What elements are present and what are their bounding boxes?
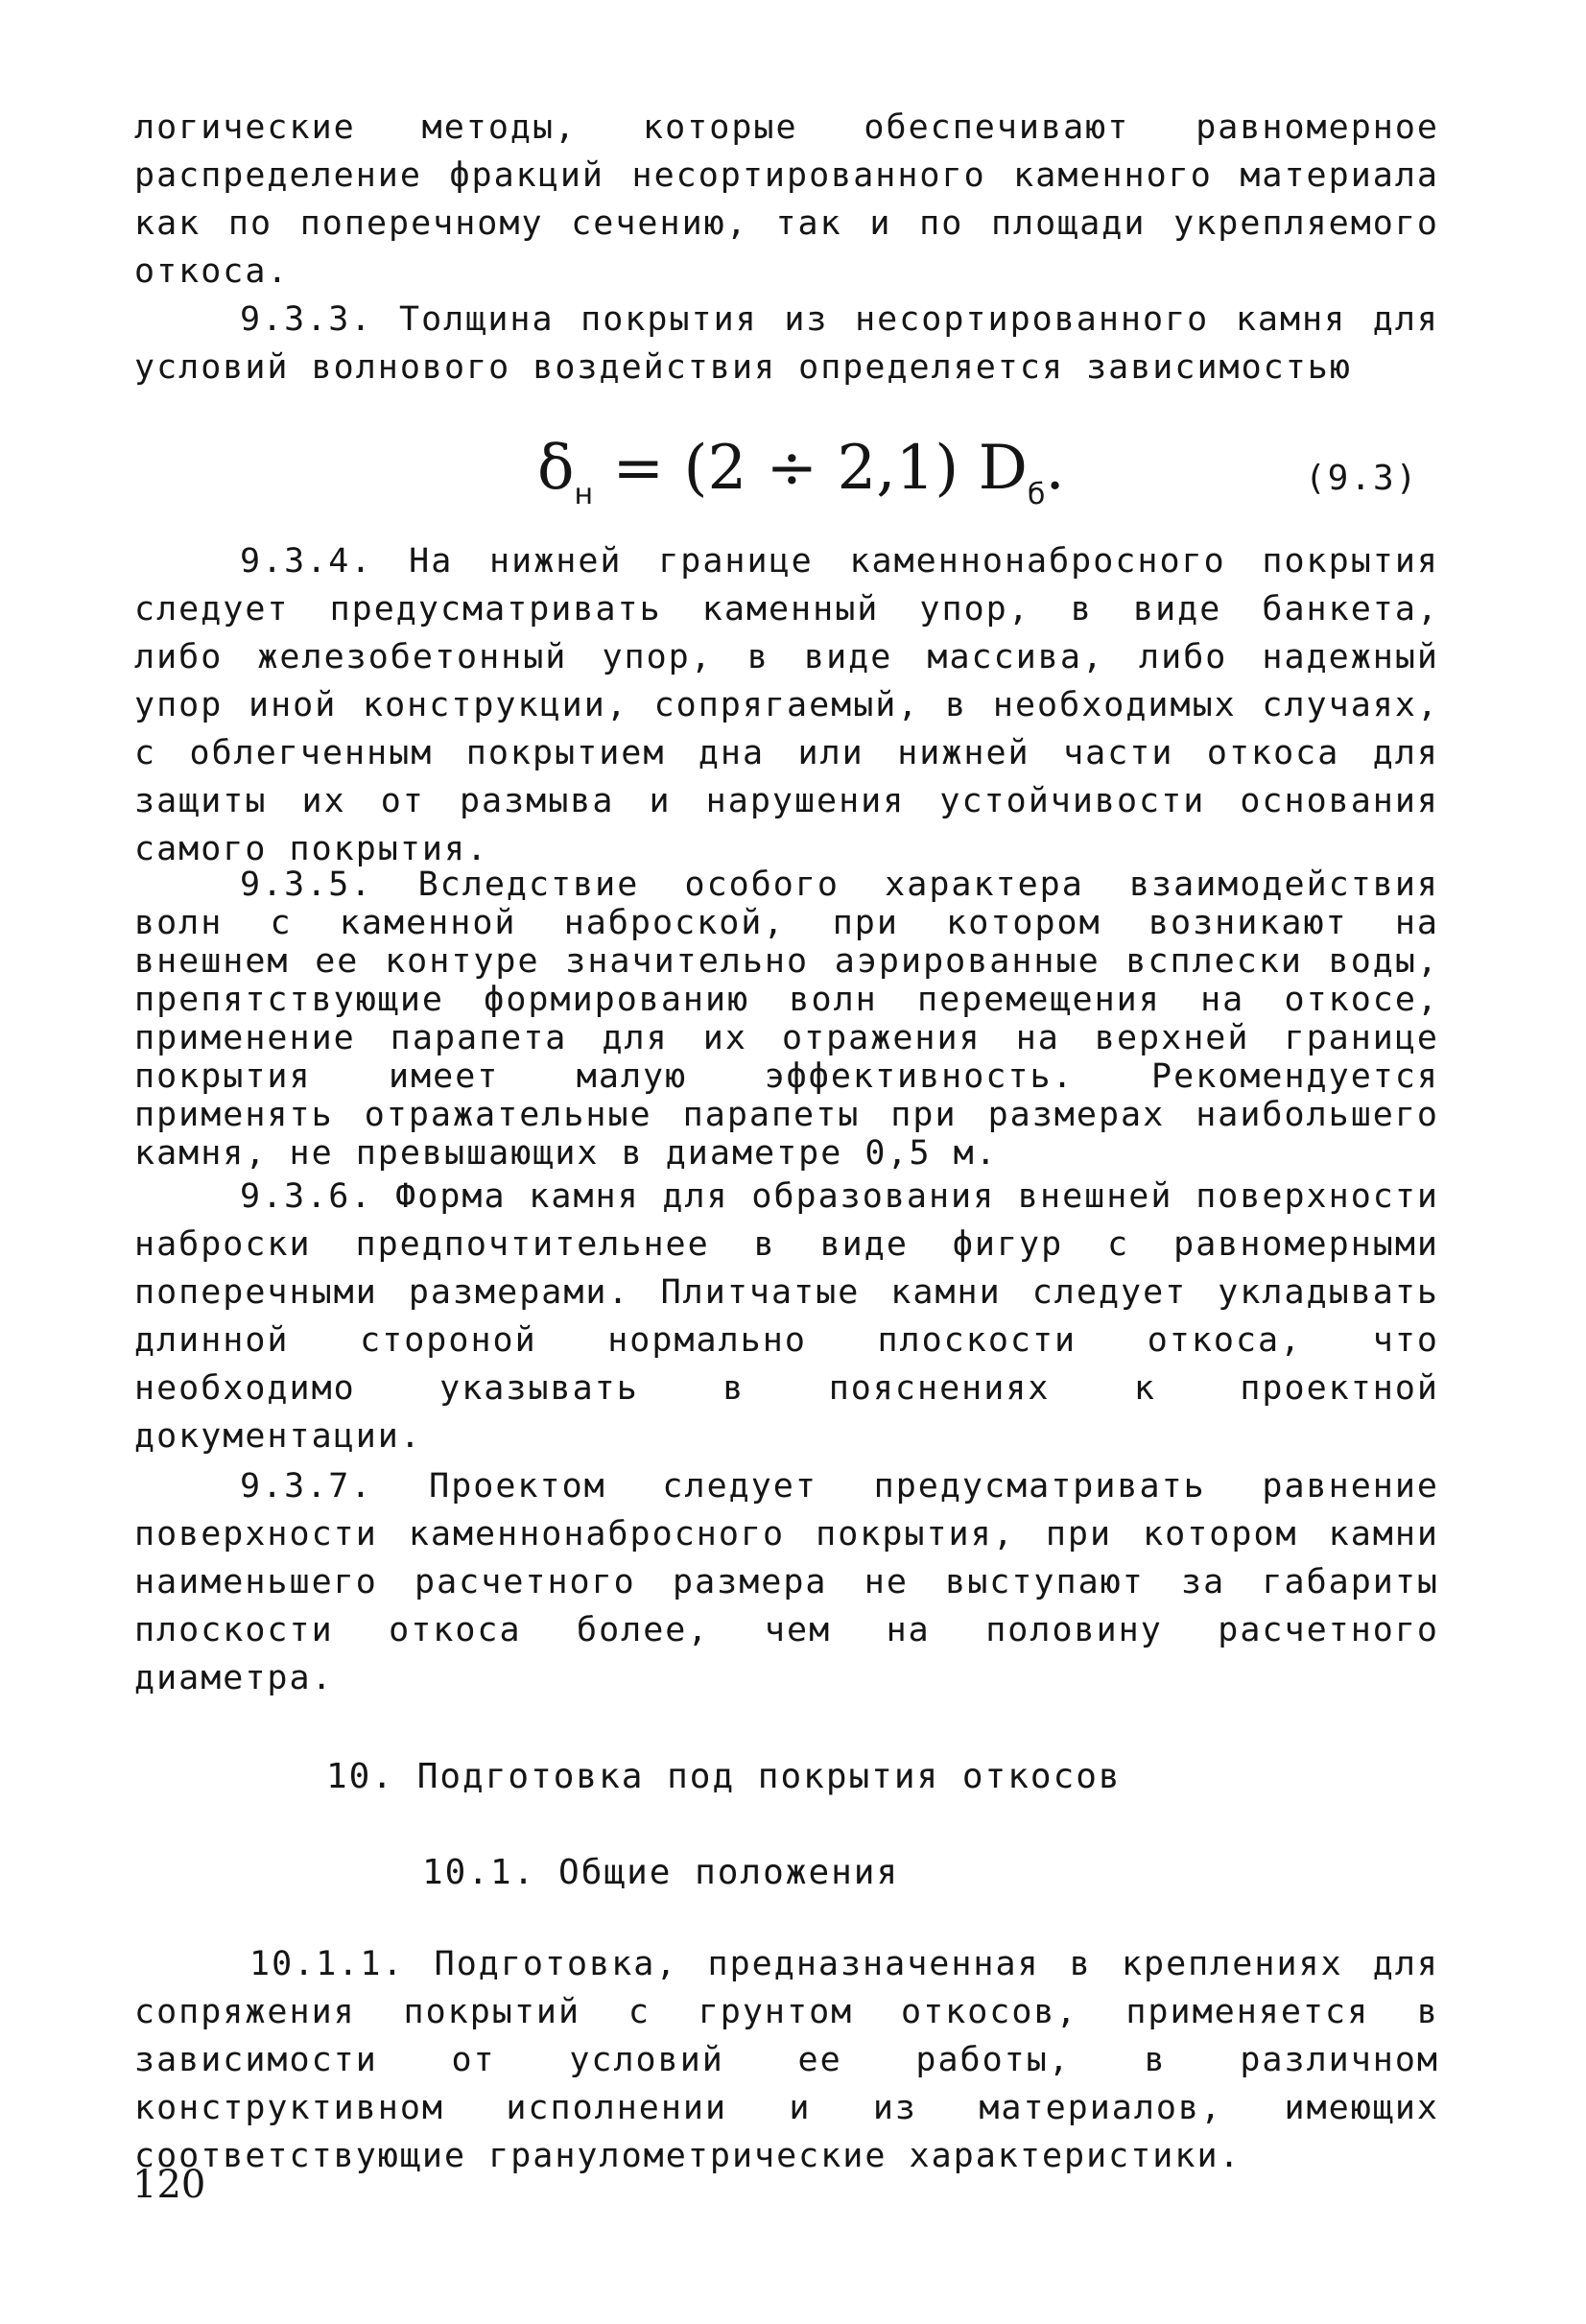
paragraph-9-3-5: 9.3.5. Вследствие особого характера взаимодействия волн с каменной наброской, при котором возникают на внешнем ее контуре значительно аэрированные всплески воды, препятствующие формированию волн перемещения на откосе, применение парапета для их отражения на верхней границе покрытия имеет малую эффективность. Рекомендуется применять отражательные парапеты при размерах наибольшего камня, не превышающих в диаметре 0,5 м. bbox=[134, 866, 1439, 1173]
paragraph-9-3-3: 9.3.3. Толщина покрытия из несортированного камня для условий волнового воздействия определяется зависимостью bbox=[134, 300, 1439, 387]
page-number: 120 bbox=[132, 2163, 206, 2207]
paragraph-intro: логические методы, которые обеспечивают равномерное распределение фракций несортированного каменного материала как по поперечному сечению, так и по площади укрепляемого откоса. bbox=[134, 108, 1439, 291]
paragraph-9-3-6: 9.3.6. Форма камня для образования внешней поверхности наброски предпочтительнее в виде фигур с равномерными поперечными размерами. Плитчатые камни следует укладывать длинной стороной нормально плоскости откоса, что необходимо указывать в пояснениях к проектной документации. bbox=[134, 1177, 1439, 1456]
formula-lhs-subscript: н bbox=[574, 478, 594, 511]
formula-9-3 bbox=[537, 430, 1065, 534]
formula-end: . bbox=[1045, 433, 1065, 504]
formula-rhs: = (2 ÷ 2,1) D bbox=[612, 433, 1028, 504]
formula-lhs: δ bbox=[537, 433, 575, 504]
subsection-heading: 10.1. Общие положения bbox=[422, 1853, 900, 1892]
formula-rhs-subscript: б bbox=[1027, 478, 1046, 511]
paragraph-10-1-1: 10.1.1. Подготовка, предназначенная в креплениях для сопряжения покрытий с грунтом откосов, применяется в зависимости от условий ее работы, в различном конструктивном исполнении и из материалов, имеющих соответствующие гранулометрические характеристики. bbox=[134, 1945, 1439, 2175]
paragraph-9-3-7: 9.3.7. Проектом следует предусматривать равнение поверхности каменнонабросного покрытия, при котором камни наименьшего расчетного размера не выступают за габариты плоскости откоса более, чем на половину расчетного диаметра. bbox=[134, 1467, 1439, 1697]
section-heading: 10. Подготовка под покрытия откосов bbox=[326, 1757, 1122, 1796]
paragraph-9-3-4: 9.3.4. На нижней границе каменнонабросного покрытия следует предусматривать каменный упор, в виде банкета, либо железобетонный упор, в виде массива, либо надежный упор иной конструкции, сопрягаемый, в необходимых случаях, с облегченным покрытием дна или нижней части откоса для защиты их от размыва и нарушения устойчивости основания самого покрытия. bbox=[134, 542, 1439, 868]
formula-number: (9.3) bbox=[1305, 459, 1419, 498]
